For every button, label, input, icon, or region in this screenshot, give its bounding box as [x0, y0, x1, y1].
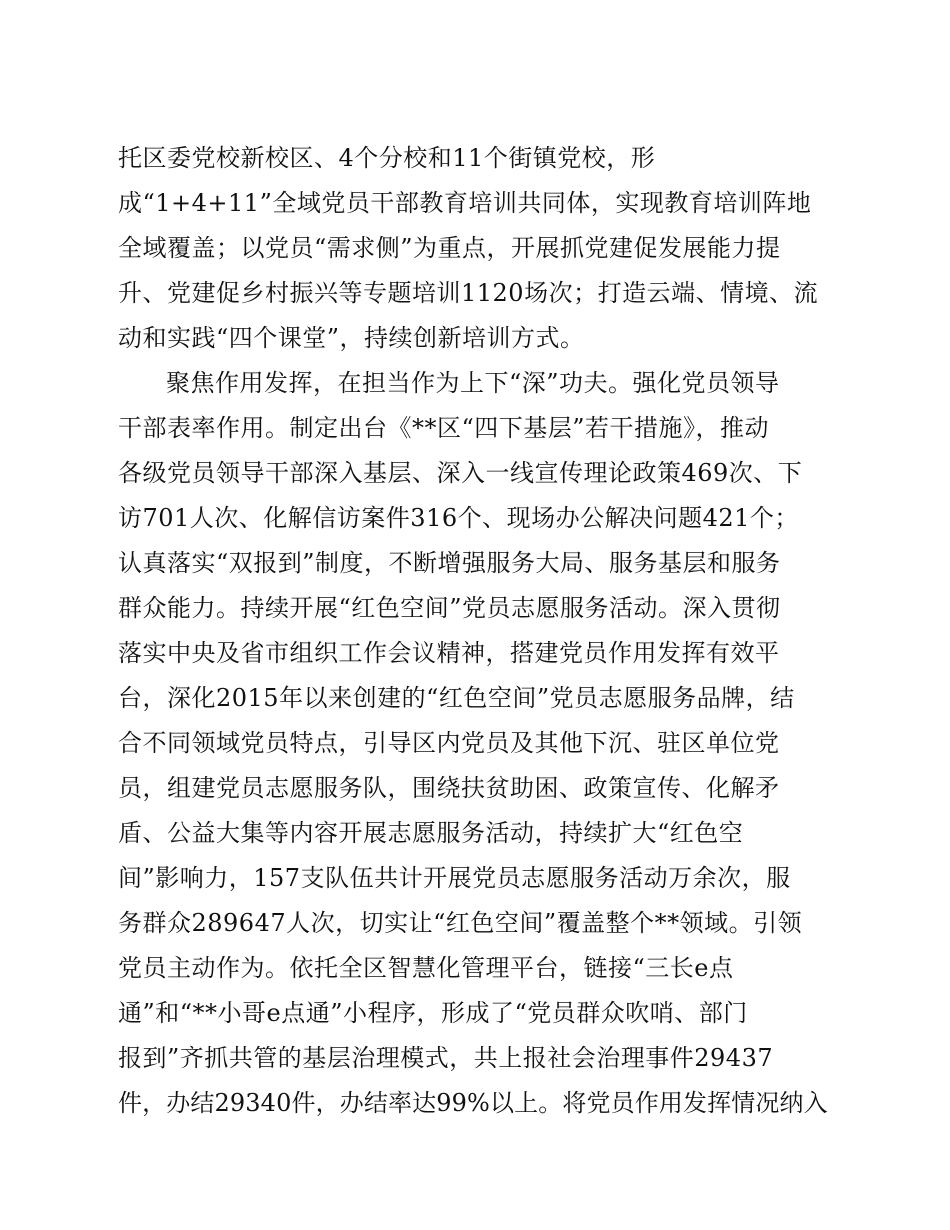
text-line: 落实中央及省市组织工作会议精神，搭建党员作用发挥有效平 [118, 639, 780, 667]
paragraph-first-line: 聚焦作用发挥，在担当作为上下“深”功夫。强化党员领导 [166, 369, 780, 397]
text-line: 合不同领域党员特点，引导区内党员及其他下沉、驻区单位党 [118, 729, 780, 757]
text-line: 员，组建党员志愿服务队，围绕扶贫助困、政策宣传、化解矛 [118, 774, 780, 802]
text-line: 干部表率作用。制定出台《**区“四下基层”若干措施》，推动 [118, 414, 770, 442]
text-line: 通”和“**小哥e点通”小程序，形成了“党员群众吹哨、部门 [118, 999, 748, 1027]
text-line: 盾、公益大集等内容开展志愿服务活动，持续扩大“红色空 [118, 819, 744, 847]
text-line: 托区委党校新校区、4个分校和11个街镇党校，形 [118, 144, 656, 172]
text-line: 件，办结29340件，办结率达99%以上。将党员作用发挥情况纳入 [118, 1089, 828, 1117]
text-line: 认真落实“双报到”制度，不断增强服务大局、服务基层和服务 [118, 549, 781, 577]
text-line: 台，深化2015年以来创建的“红色空间”党员志愿服务品牌，结 [118, 684, 795, 712]
text-line: 间”影响力，157支队伍共计开展党员志愿服务活动万余次，服 [118, 864, 791, 892]
text-line: 各级党员领导干部深入基层、深入一线宣传理论政策469次、下 [118, 459, 803, 487]
text-line: 动和实践“四个课堂”，持续创新培训方式。 [118, 324, 585, 352]
text-line: 全域覆盖；以党员“需求侧”为重点，开展抓党建促发展能力提 [118, 234, 781, 262]
text-line: 升、党建促乡村振兴等专题培训1120场次；打造云端、情境、流 [118, 279, 819, 307]
text-line: 党员主动作为。依托全区智慧化管理平台，链接“三长e点 [118, 954, 734, 982]
text-line: 报到”齐抓共管的基层治理模式，共上报社会治理事件29437 [118, 1044, 774, 1072]
text-line: 群众能力。持续开展“红色空间”党员志愿服务活动。深入贯彻 [118, 594, 781, 622]
text-line: 成“1+4+11”全域党员干部教育培训共同体，实现教育培训阵地 [118, 189, 812, 217]
text-line: 访701人次、化解信访案件316个、现场办公解决问题421个； [118, 504, 799, 532]
text-line: 务群众289647人次，切实让“红色空间”覆盖整个**领域。引领 [118, 909, 803, 937]
